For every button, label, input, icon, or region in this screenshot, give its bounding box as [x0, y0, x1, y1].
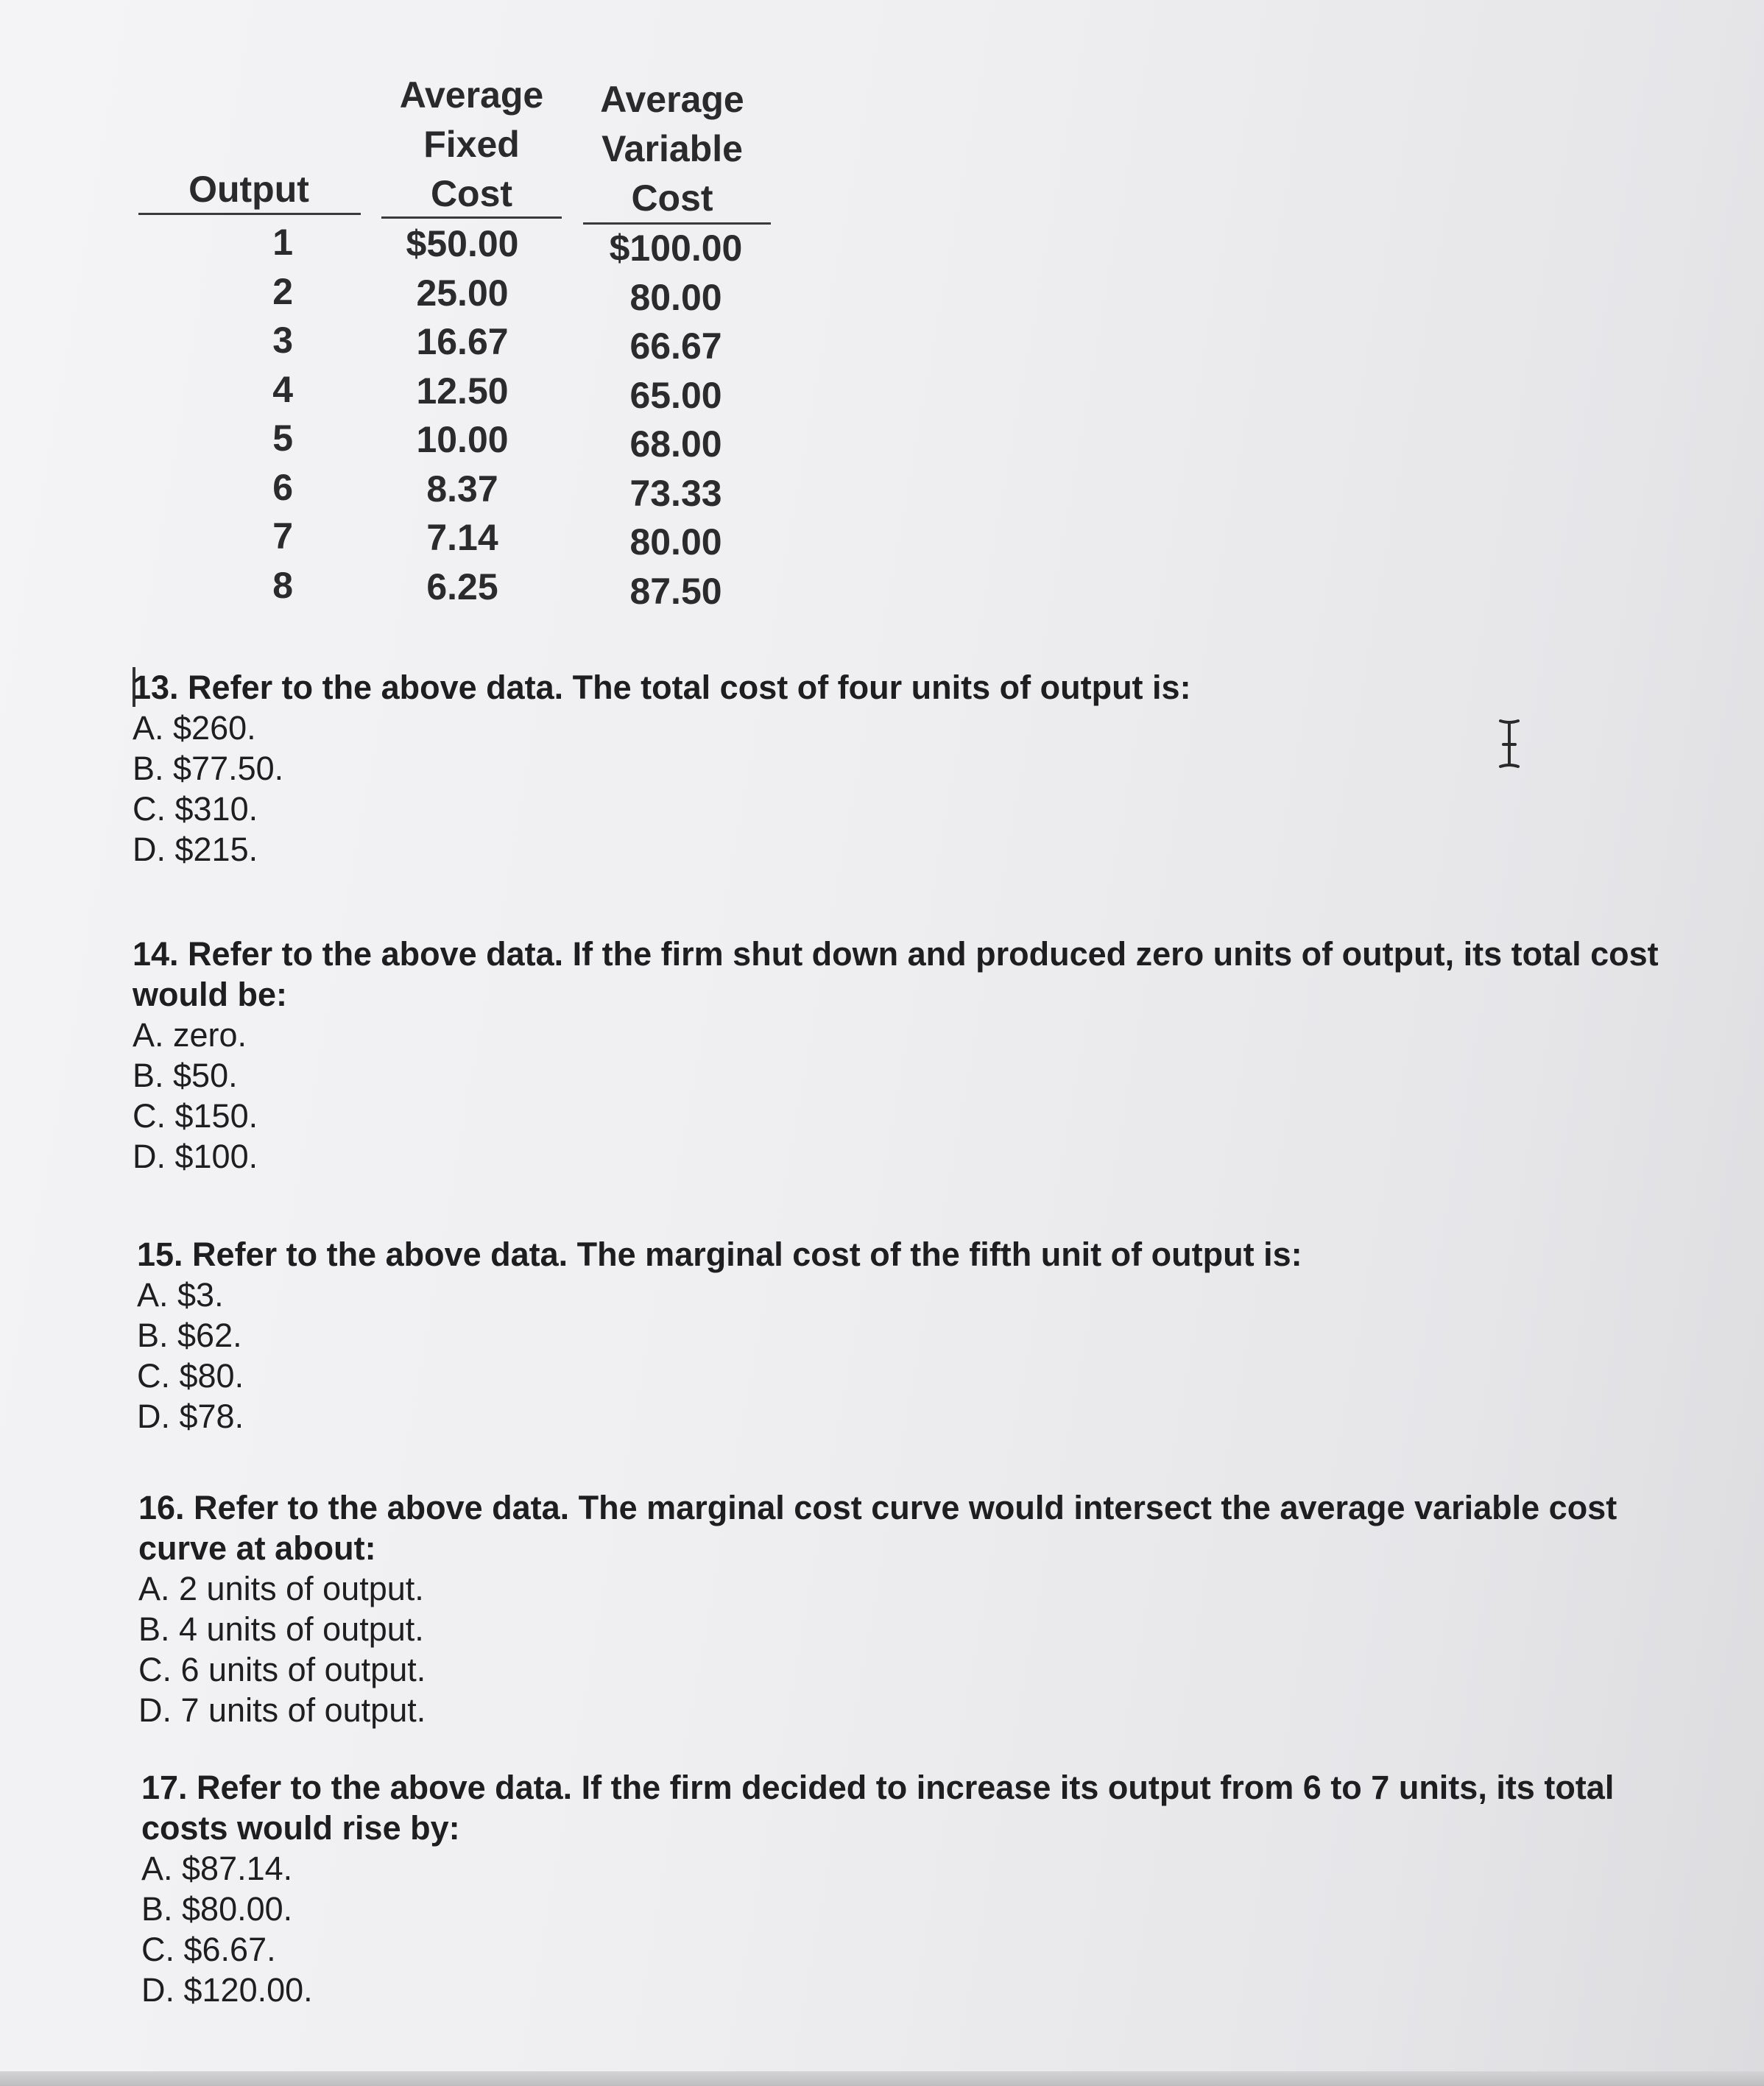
answer-option: C. 6 units of output. [138, 1651, 426, 1688]
answer-option: B. $50. [133, 1057, 238, 1094]
table-cell-afc: 6.25 [426, 565, 498, 607]
table-cell-avc: 80.00 [629, 521, 722, 563]
question-stem: 15. Refer to the above data. The marginal cost of the fifth unit of output is: [137, 1236, 1302, 1273]
table-cell-avc: 66.67 [629, 325, 722, 367]
table-cell-avc: 68.00 [629, 423, 722, 465]
question-stem: 17. Refer to the above data. If the firm decided to increase its output from 6 to 7 units, its total costs would rise by: [141, 1769, 1615, 1847]
table-cell-afc: 10.00 [416, 419, 509, 460]
answer-option: B. 4 units of output. [138, 1610, 424, 1648]
table-cell-output: 1 [272, 222, 293, 263]
answer-option: A. $87.14. [141, 1850, 293, 1887]
answer-option: C. $150. [133, 1097, 258, 1135]
answer-option: A. 2 units of output. [138, 1570, 424, 1607]
answer-option: B. $62. [137, 1317, 242, 1354]
table-cell-output: 2 [272, 270, 293, 312]
answer-option: D. $100. [133, 1138, 258, 1175]
header-average-fixed-cost [381, 71, 562, 219]
header-afc-line: Fixed [423, 124, 520, 165]
table-cell-avc: 65.00 [629, 374, 722, 416]
table-cell-avc: 73.33 [629, 472, 722, 514]
table-cell-output: 6 [272, 466, 293, 508]
table-cell-output: 3 [272, 320, 293, 361]
header-avc-line: Variable [601, 128, 743, 169]
answer-options [133, 1015, 1679, 1177]
answer-option: D. $215. [133, 831, 258, 868]
header-rule [381, 216, 562, 219]
question-17 [141, 1767, 1651, 2010]
header-average-variable-cost [580, 75, 764, 223]
answer-option: D. $78. [137, 1398, 244, 1435]
table-cell-afc: 25.00 [416, 272, 509, 314]
answer-options [133, 708, 1605, 870]
table-cell-output: 8 [272, 564, 293, 606]
header-avc-line: Cost [631, 177, 713, 219]
table-cell-afc: 16.67 [416, 321, 509, 362]
table-cell-avc: 87.50 [629, 570, 722, 612]
question-15 [137, 1234, 1609, 1437]
header-avc-line: Average [600, 79, 744, 120]
table-cell-afc: $50.00 [406, 223, 519, 264]
header-output-line: Output [188, 169, 309, 210]
header-afc-line: Cost [430, 173, 513, 214]
answer-options [141, 1848, 1651, 2010]
answer-options [137, 1275, 1609, 1437]
table-cell-output: 7 [272, 515, 293, 557]
answer-option: D. 7 units of output. [138, 1691, 426, 1729]
output-column [249, 218, 293, 610]
table-cell-output: 5 [272, 417, 293, 459]
cost-table [138, 71, 772, 616]
answer-option: B. $77.50. [133, 750, 284, 787]
header-output [138, 165, 359, 214]
answer-options [138, 1568, 1648, 1730]
answer-option: C. $80. [137, 1357, 244, 1395]
question-stem: 13. Refer to the above data. The total cost of four units of output is: [133, 669, 1191, 706]
table-cell-afc: 8.37 [426, 468, 498, 510]
table-cell-output: 4 [272, 368, 293, 410]
table-cell-afc: 12.50 [416, 370, 509, 412]
answer-option: C. $6.67. [141, 1931, 276, 1968]
answer-option: A. zero. [133, 1016, 247, 1054]
header-afc-line: Average [399, 74, 544, 116]
average-fixed-cost-column [374, 219, 551, 611]
table-cell-afc: 7.14 [426, 517, 498, 558]
answer-option: C. $310. [133, 790, 258, 828]
question-13 [133, 667, 1605, 870]
answer-option: D. $120.00. [141, 1971, 313, 2009]
question-stem: 14. Refer to the above data. If the firm shut down and produced zero units of output, its total cost would be: [133, 935, 1659, 1013]
text-cursor-icon [1495, 718, 1524, 769]
question-16 [138, 1487, 1648, 1730]
header-rule [138, 213, 361, 215]
question-stem: 16. Refer to the above data. The marginal cost curve would intersect the average variable cost curve at about: [138, 1489, 1617, 1567]
screen-edge [0, 2071, 1764, 2086]
average-variable-cost-column [588, 224, 764, 616]
table-cell-avc: $100.00 [609, 228, 743, 269]
answer-option: B. $80.00. [141, 1890, 293, 1928]
answer-option: A. $260. [133, 709, 256, 747]
answer-option: A. $3. [137, 1276, 224, 1314]
question-14 [133, 934, 1679, 1177]
table-cell-avc: 80.00 [629, 276, 722, 318]
